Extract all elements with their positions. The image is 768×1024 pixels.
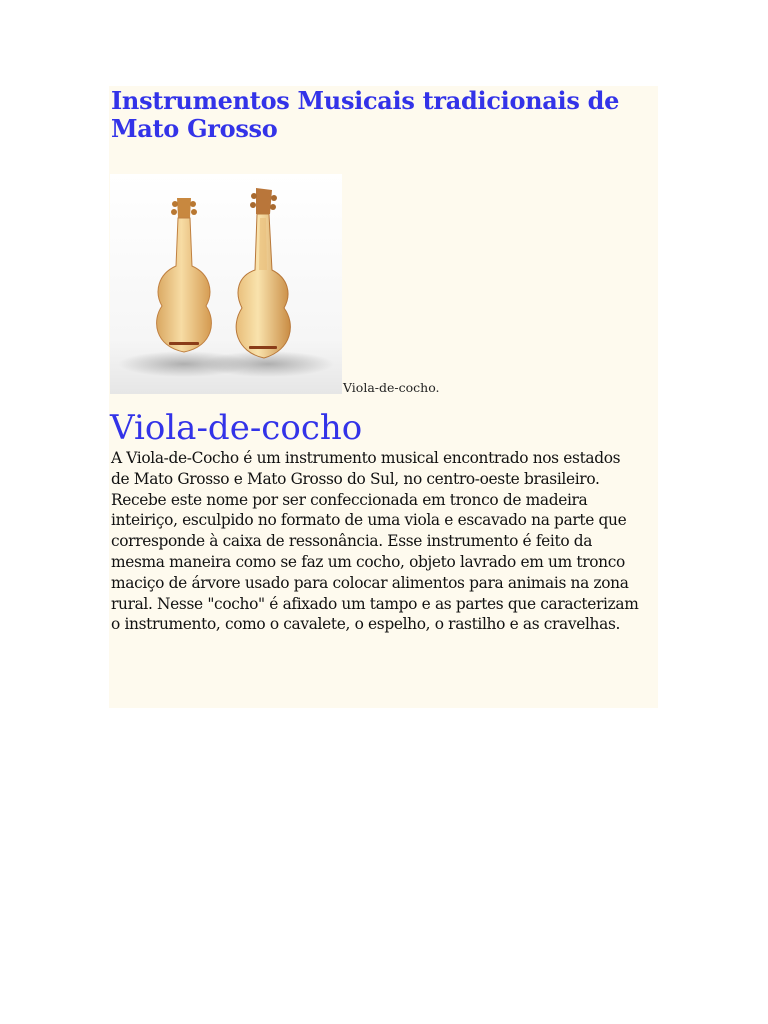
image-caption: Viola-de-cocho. — [343, 380, 440, 395]
section-heading: Viola-de-cocho — [110, 408, 363, 448]
viola-de-cocho-image — [110, 174, 342, 394]
page-title: Instrumentos Musicais tradicionais de Mato Grosso — [111, 86, 620, 143]
body-paragraph: A Viola-de-Cocho é um instrumento musical encontrado nos estados de Mato Grosso e Mato Grosso do Sul, no centro-oeste brasileiro. Recebe este nome por ser confeccionada em tronco de madeira inteiriço, esculpido no formato de uma viola e escavado na parte que corresponde à caixa de ressonância. Esse instrumento é feito da mesma maneira como se faz um cocho, objeto lavrado em um tronco maciço de árvore usado para colocar alimentos para animais na zona rural. Nesse "cocho" é afixado um tampo e as partes que caracterizam o instrumento, como o cavalete, o espelho, o rastilho e as cravelhas. — [111, 449, 639, 634]
